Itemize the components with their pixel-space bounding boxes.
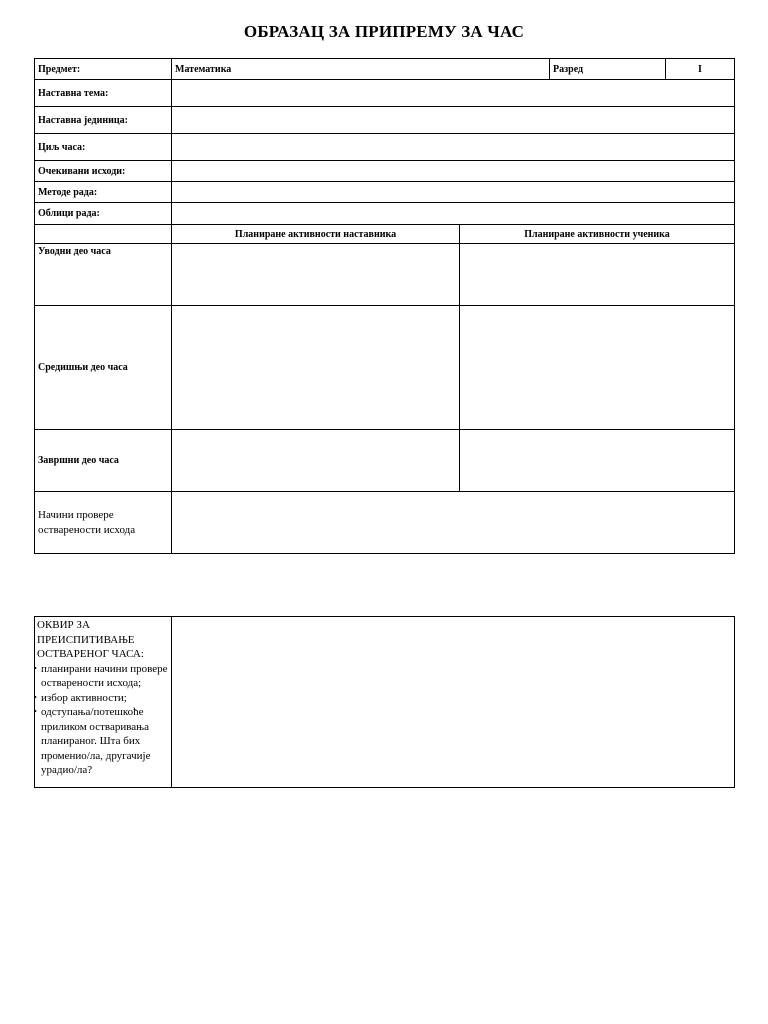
student-activities-header: Планиране активности ученика bbox=[460, 225, 735, 244]
intro-label: Уводни део часа bbox=[35, 244, 172, 306]
bullet-icon: • bbox=[34, 663, 37, 673]
unit-value-cell[interactable] bbox=[172, 107, 735, 134]
main-student-cell[interactable] bbox=[460, 306, 735, 430]
activities-header-empty bbox=[35, 225, 172, 244]
reflection-item: • планирани начини провере остварености исхода; bbox=[34, 662, 168, 689]
outcomes-label: Очекивани исходи: bbox=[35, 161, 172, 182]
reflection-value-cell[interactable] bbox=[172, 617, 735, 788]
subject-label: Предмет: bbox=[35, 59, 172, 80]
forms-value-cell[interactable] bbox=[172, 203, 735, 225]
outcomes-row bbox=[35, 161, 735, 182]
final-row bbox=[35, 430, 735, 492]
unit-label: Наставна јединица: bbox=[35, 107, 172, 134]
final-label: Завршни део часа bbox=[35, 430, 172, 492]
intro-student-cell[interactable] bbox=[460, 244, 735, 306]
reflection-heading: ОКВИР ЗА ПРЕИСПИТИВАЊЕ ОСТВАРЕНОГ ЧАСА: bbox=[37, 619, 144, 660]
reflection-list bbox=[34, 662, 169, 778]
goal-value-cell[interactable] bbox=[172, 134, 735, 161]
topic-label: Наставна тема: bbox=[35, 80, 172, 107]
forms-label: Облици рада: bbox=[35, 203, 172, 225]
goal-row bbox=[35, 134, 735, 161]
grade-label: Разред bbox=[550, 59, 666, 80]
outcomes-value-cell[interactable] bbox=[172, 161, 735, 182]
final-student-cell[interactable] bbox=[460, 430, 735, 492]
final-teacher-cell[interactable] bbox=[172, 430, 460, 492]
methods-label: Методе рада: bbox=[35, 182, 172, 203]
grade-value[interactable]: I bbox=[666, 59, 735, 80]
teacher-activities-header: Планиране активности наставника bbox=[172, 225, 460, 244]
main-teacher-cell[interactable] bbox=[172, 306, 460, 430]
subject-value[interactable]: Математика bbox=[172, 59, 550, 80]
intro-row bbox=[35, 244, 735, 306]
methods-row bbox=[35, 182, 735, 203]
lesson-plan-table bbox=[34, 58, 735, 554]
reflection-label-cell bbox=[35, 617, 172, 788]
check-value-cell[interactable] bbox=[172, 492, 735, 554]
activities-header-row bbox=[35, 225, 735, 244]
document-title: ОБРАЗАЦ ЗА ПРИПРЕМУ ЗА ЧАС bbox=[243, 22, 525, 41]
check-label: Начини провере остварености исхода bbox=[35, 492, 172, 554]
reflection-table bbox=[34, 616, 735, 788]
unit-row bbox=[35, 107, 735, 134]
bullet-icon: • bbox=[34, 707, 37, 716]
reflection-row bbox=[35, 617, 735, 788]
methods-value-cell[interactable] bbox=[172, 182, 735, 203]
reflection-item: • избор активности; bbox=[34, 691, 127, 704]
forms-row bbox=[35, 203, 735, 225]
topic-value-cell[interactable] bbox=[172, 80, 735, 107]
subject-row bbox=[35, 59, 735, 80]
reflection-item: • одступања/потешкоће приликом остваривања планираног. Шта бих променио/ла, другачије урадио/ла? bbox=[34, 706, 151, 776]
topic-row bbox=[35, 80, 735, 107]
bullet-icon: • bbox=[34, 692, 37, 702]
goal-label: Циљ часа: bbox=[35, 134, 172, 161]
main-row bbox=[35, 306, 735, 430]
main-label: Средишњи део часа bbox=[35, 306, 172, 430]
check-row bbox=[35, 492, 735, 554]
intro-teacher-cell[interactable] bbox=[172, 244, 460, 306]
